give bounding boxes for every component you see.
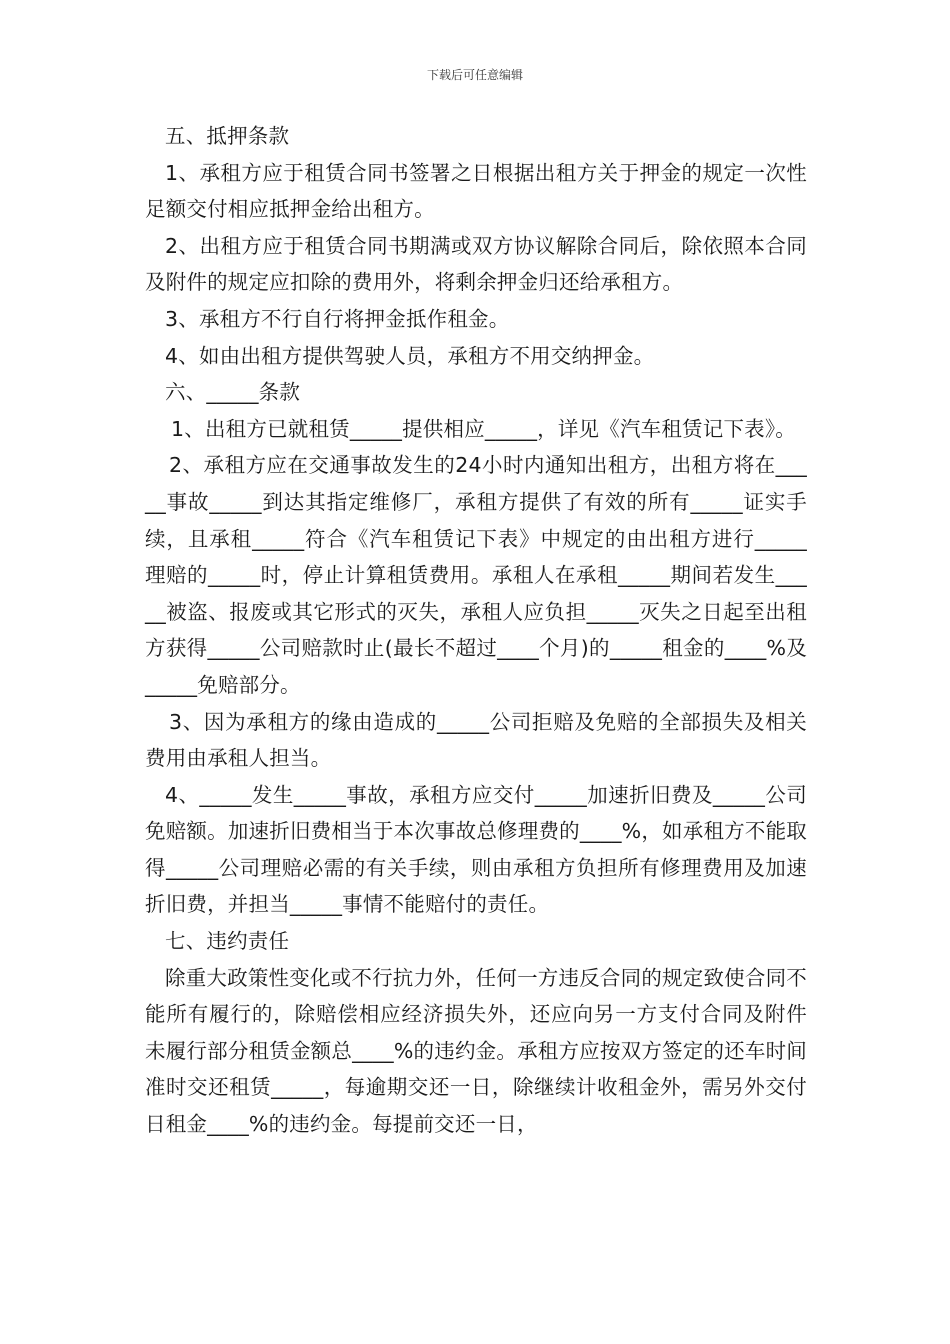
clause-5-1: 1、承租方应于租赁合同书签署之日根据出租方关于押金的规定一次性足额交付相应抵押金给出租方。	[145, 160, 807, 222]
section-heading-7: 七、违约责任	[165, 929, 290, 954]
clause-5-3: 3、承租方不行自行将押金抵作租金。	[165, 306, 510, 331]
section-heading-6: 六、_____条款	[165, 380, 301, 405]
clause-6-4: 4、_____发生_____事故，承租方应交付_____加速折旧费及_____公司免赔额。加速折旧费相当于本次事故总修理费的____%，如承租方不能取得_____公司理赔必需的有关手续，则由承租方负担所有修理费用及加速折旧费，并担当_____事情不能赔付的责任。	[145, 782, 807, 917]
page-header: 下载后可任意编辑	[426, 68, 523, 82]
clause-6-3: 3、因为承租方的缘由造成的_____公司拒赔及免赔的全部损失及相关费用由承租人担当。	[145, 709, 807, 771]
clause-6-2: 2、承租方应在交通事故发生的24小时内通知出租方，出租方将在_____事故_____到达其指定维修厂，承租方提供了有效的所有_____证实手续，且承租_____符合《汽车租赁记下表》中规定的由出租方进行_____理赔的_____时，停止计算租赁费用。承租人在承租_____期间若发生_____被盗、报废或其它形式的灭失，承租人应负担_____灭失之日起至出租方获得_____公司赔款时止(最长不超过____个月)的_____租金的____%及_____免赔部分。	[145, 453, 807, 697]
clause-6-1: 1、出租方已就租赁_____提供相应_____，详见《汽车租赁记下表》。	[171, 416, 796, 441]
clause-5-2: 2、出租方应于租赁合同书期满或双方协议解除合同后，除依照本合同及附件的规定应扣除的费用外，将剩余押金归还给承租方。	[145, 233, 807, 295]
clause-5-4: 4、如由出租方提供驾驶人员，承租方不用交纳押金。	[165, 343, 655, 368]
section-heading-5: 五、抵押条款	[165, 124, 290, 148]
document-body	[145, 118, 807, 1143]
clause-7-body: 除重大政策性变化或不行抗力外，任何一方违反合同的规定致使合同不能所有履行的，除赔偿相应经济损失外，还应向另一方支付合同及附件未履行部分租赁金额总____%的违约金。承租方应按双方签定的还车时间准时交还租赁_____，每逾期交还一日，除继续计收租金外，需另外交付日租金____%的违约金。每提前交还一日，	[145, 965, 807, 1137]
